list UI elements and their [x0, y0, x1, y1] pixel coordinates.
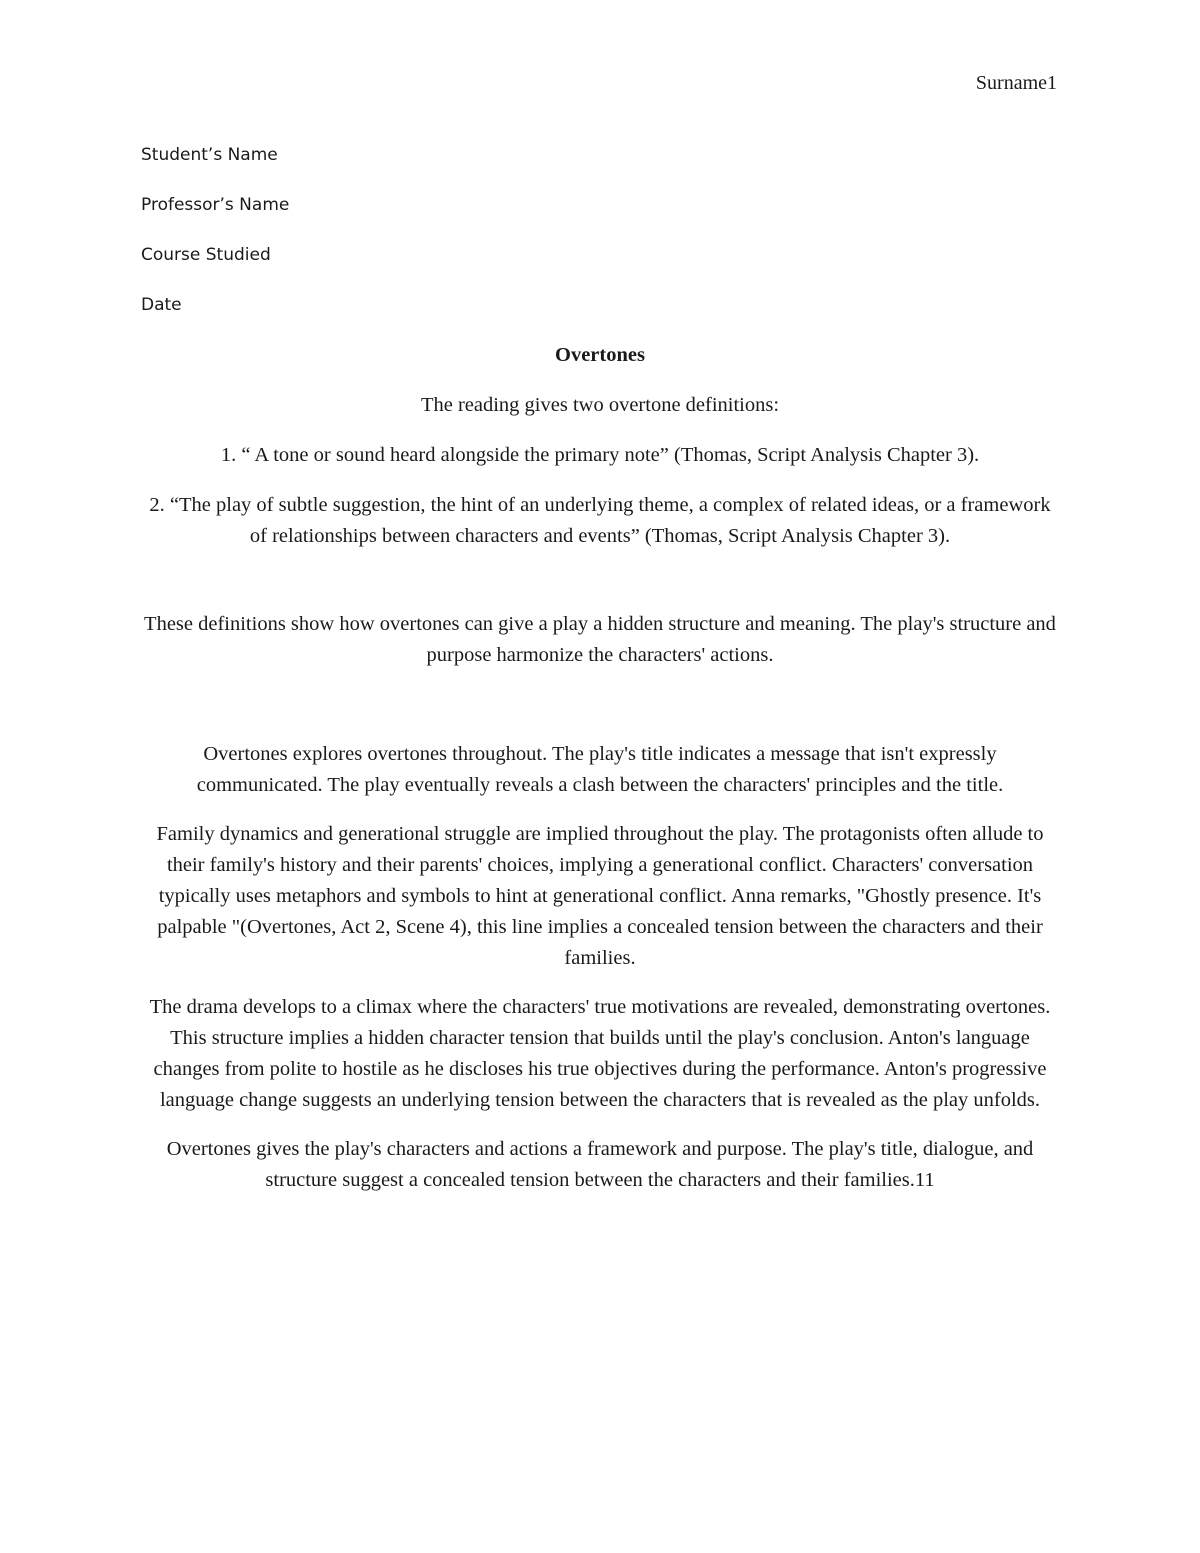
date: Date: [141, 295, 182, 315]
course-name: Course Studied: [141, 245, 271, 265]
definition-2: 2. “The play of subtle suggestion, the hint of an underlying theme, a complex of related ideas, or a framework of relationships between characters and events” (Thomas, Script Analysis Chapter 3).: [149, 494, 1051, 547]
running-head: Surname1: [975, 72, 1057, 94]
paragraph-1: These definitions show how overtones can give a play a hidden structure and meaning. The play's structure and purpose harmonize the characters' actions.: [144, 613, 1056, 666]
paragraph-3: Family dynamics and generational struggle are implied throughout the play. The protagonists often allude to their family's history and their parents' choices, implying a generational conflict. Characters' conversation typically uses metaphors and symbols to hint at generational conflict. Anna remarks, "Ghostly presence. It's palpable "(Overtones, Act 2, Scene 4), this line implies a concealed tension between the characters and their families.: [156, 823, 1044, 969]
professor-name: Professor’s Name: [141, 195, 290, 215]
heading-block: [141, 143, 289, 343]
paragraph-5: Overtones gives the play's characters and actions a framework and purpose. The play's title, dialogue, and structure suggest a concealed tension between the characters and their families.11: [166, 1138, 1034, 1191]
document-body: [140, 340, 1060, 1196]
paragraph-2: Overtones explores overtones throughout. The play's title indicates a message that isn't expressly communicated. The play eventually reveals a clash between the characters' principles and the title.: [196, 743, 1004, 796]
student-name: Student’s Name: [141, 145, 278, 165]
definition-1: 1. “ A tone or sound heard alongside the primary note” (Thomas, Script Analysis Chapter 3).: [220, 444, 980, 466]
document-title: Overtones: [555, 344, 645, 366]
paragraph-4: The drama develops to a climax where the characters' true motivations are revealed, demonstrating overtones. This structure implies a hidden character tension that builds until the play's conclusion. Anton's language changes from polite to hostile as he discloses his true objectives during the performance. Anton's progressive language change suggests an underlying tension between the characters that is revealed as the play unfolds.: [149, 996, 1051, 1111]
intro-paragraph: The reading gives two overtone definitions:: [420, 394, 780, 416]
